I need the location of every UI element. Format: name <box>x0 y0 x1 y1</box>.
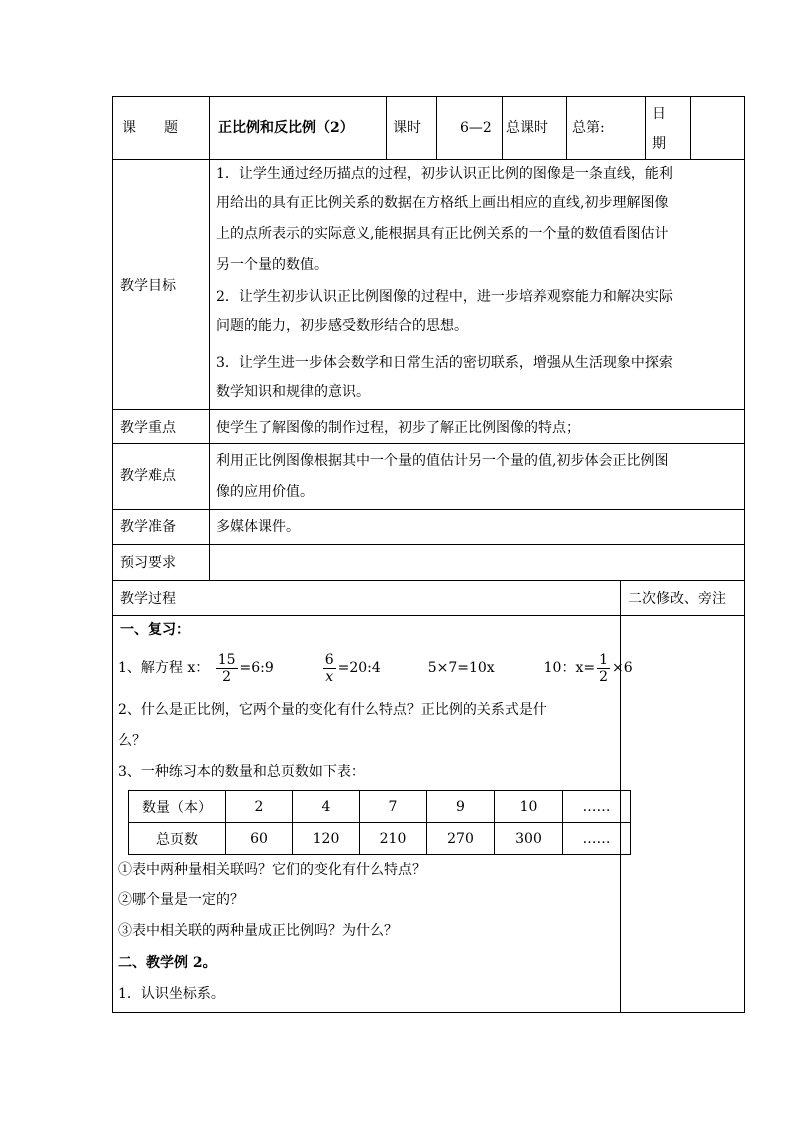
question-2-line-2: 么？ <box>118 733 146 749</box>
table-header-cell: 总页数 <box>129 823 226 855</box>
question-3: 3、一种练习本的数量和总页数如下表： <box>118 764 365 780</box>
step-1: 1．认识坐标系。 <box>118 986 225 1002</box>
sub-question-3: ③表中相关联的两种量成正比例吗？为什么？ <box>118 923 398 939</box>
rule-line <box>112 580 745 581</box>
rule-line <box>502 96 503 160</box>
equations-line <box>118 650 633 686</box>
topic-label: 课 题 <box>122 120 178 136</box>
table-cell: …… <box>563 823 631 855</box>
process-label: 教学过程 <box>120 591 176 607</box>
sub-question-2: ②哪个量是一定的？ <box>118 892 244 908</box>
objective-line: 上的点所表示的实际意义,能根据具有正比例关系的一个量的数值看图估计 <box>216 226 669 242</box>
fraction-15-over-2: $\frac{15}{2}$ <box>217 651 236 685</box>
equation-1-rest: =6:9 <box>239 660 274 676</box>
preparation-text: 多媒体课件。 <box>216 519 300 535</box>
objective-line: 3．让学生进一步体会数学和日常生活的密切联系，增强从生活现象中探索 <box>216 355 673 371</box>
objective-line: 1．让学生通过经历描点的过程，初步认识正比例的图像是一条直线，能利 <box>216 166 673 182</box>
table-cell: 9 <box>427 791 495 823</box>
rule-line <box>112 409 745 410</box>
objectives-label: 教学目标 <box>120 278 176 294</box>
total-seq-label: 总第: <box>572 120 605 136</box>
rule-line <box>386 96 387 160</box>
table-cell: 10 <box>495 791 563 823</box>
date-label-2: 期 <box>652 136 666 152</box>
key-points-text: 使学生了解图像的制作过程，初步了解正比例图像的特点； <box>216 420 580 436</box>
table-cell: 210 <box>360 823 427 855</box>
table-row <box>129 823 631 855</box>
table-header-cell: 数量（本） <box>129 791 226 823</box>
rule-line <box>112 443 745 444</box>
rule-line <box>112 1012 745 1013</box>
table-cell: 7 <box>360 791 427 823</box>
date-label-1: 日 <box>652 106 666 122</box>
fraction-1-over-2: $\frac{1}{2}$ <box>599 651 608 685</box>
question-2-line-1: 2、什么是正比例，它两个量的变化有什么特点？正比例的关系式是什 <box>118 702 547 718</box>
preparation-label: 教学准备 <box>120 519 176 535</box>
difficulties-label: 教学难点 <box>120 468 176 484</box>
rule-line <box>112 96 113 1013</box>
rule-line <box>112 96 745 97</box>
period-label: 课时 <box>393 120 421 136</box>
fraction-6-over-x: $\frac{6}{x}$ <box>324 651 334 685</box>
equation-2-rest: =20:4 <box>337 660 381 676</box>
total-period-label: 总课时 <box>506 120 548 136</box>
topic-value: 正比例和反比例（2） <box>218 120 354 136</box>
difficulties-line: 利用正比例图像根据其中一个量的值估计另一个量的值,初步体会正比例图 <box>216 453 669 469</box>
objective-line: 2．让学生初步认识正比例图像的过程中，进一步培养观察能力和解决实际 <box>216 289 673 305</box>
table-cell: 60 <box>226 823 293 855</box>
rule-line <box>744 96 745 1013</box>
rule-line <box>690 96 691 160</box>
table-cell: 120 <box>293 823 360 855</box>
equation-4-rest: ×6 <box>612 660 633 676</box>
objective-line: 数学知识和规律的意识。 <box>216 384 370 400</box>
equations-prefix: 1、解方程 x： <box>118 660 210 676</box>
table-cell: 4 <box>293 791 360 823</box>
objective-line: 问题的能力，初步感受数形结合的思想。 <box>216 318 468 334</box>
review-heading: 一、复习： <box>120 622 190 638</box>
table-cell: 300 <box>495 823 563 855</box>
rule-line <box>112 544 745 545</box>
rule-line <box>436 96 437 160</box>
rule-line <box>112 509 745 510</box>
sub-question-1: ①表中两种量相关联吗？它们的变化有什么特点？ <box>118 862 426 878</box>
period-value: 6—2 <box>460 120 492 136</box>
equation-3: 5×7=10x <box>427 660 495 676</box>
table-cell: 2 <box>226 791 293 823</box>
preview-label: 预习要求 <box>120 555 176 571</box>
difficulties-line: 像的应用价值。 <box>216 484 314 500</box>
rule-line <box>645 96 646 160</box>
rule-line <box>112 615 745 616</box>
objective-line: 用给出的具有正比例关系的数据在方格纸上画出相应的直线,初步理解图像 <box>216 195 669 211</box>
key-points-label: 教学重点 <box>120 420 176 436</box>
revision-notes-label: 二次修改、旁注 <box>628 591 726 607</box>
equation-4-prefix: 10：x= <box>543 660 596 676</box>
rule-line <box>566 96 567 160</box>
example-heading: 二、教学例 2。 <box>118 955 217 971</box>
table-row <box>129 791 631 823</box>
data-table <box>128 790 631 855</box>
table-cell: 270 <box>427 823 495 855</box>
objective-line: 另一个量的数值。 <box>216 257 328 273</box>
rule-line <box>209 96 210 581</box>
table-cell: …… <box>563 791 631 823</box>
